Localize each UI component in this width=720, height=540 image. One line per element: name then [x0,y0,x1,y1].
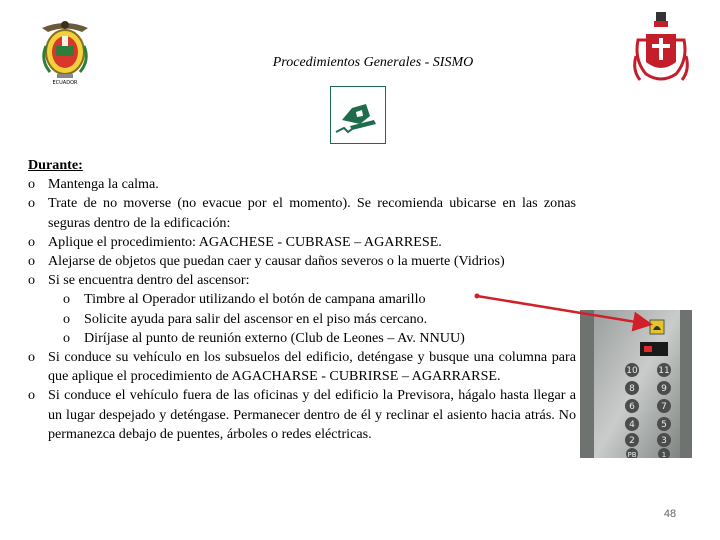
sub-list-item: o Diríjase al punto de reunión externo (Club de Leones – Av. NNUU) [28,329,576,348]
svg-text:3: 3 [661,436,667,446]
svg-text:7: 7 [661,402,667,412]
list-item: o Si conduce su vehículo en los subsuelos del edificio, deténgase y busque una columna para que aplique el procedimiento de AGACHARSE - CUBRIRSE – AGARRARSE. [28,348,576,386]
list-item: o Alejarse de objetos que puedan caer y causar daños severos o la muerte (Vidrios) [28,252,576,271]
svg-text:9: 9 [661,384,667,394]
svg-text:5: 5 [661,420,667,430]
list-item: o Mantenga la calma. [28,175,576,194]
coat-of-arms-logo-left [36,16,94,86]
svg-text:1: 1 [661,451,667,458]
page-number: 48 [663,508,677,520]
coat-of-arms-logo-right [630,10,692,88]
svg-text:2: 2 [629,436,635,446]
svg-text:6: 6 [629,402,635,412]
elevator-panel-photo [580,310,692,458]
procedure-list [28,156,576,444]
list-item: o Aplique el procedimiento: AGACHESE - CUBRASE – AGARRESE. [28,233,576,252]
earthquake-icon [330,86,386,144]
svg-text:ECUADOR: ECUADOR [52,80,78,86]
list-item: o Trate de no moverse (no evacue por el momento). Se recomienda ubicarse en las zonas seguras dentro de la edificación: [28,194,576,232]
svg-text:10: 10 [626,366,638,376]
section-heading: Durante: [28,157,83,173]
sub-list-item: o Solicite ayuda para salir del ascensor en el piso más cercano. [28,310,576,329]
svg-text:11: 11 [658,366,670,376]
list-item: o Si conduce el vehículo fuera de las oficinas y del edificio la Previsora, hágalo hasta llegar a un lugar despejado y deténgase. Permanecer dentro de él y reclinar el asiento hacia atrás. No permanezca debajo de puentes, árboles o redes eléctricas. [28,386,576,444]
page-title: Procedimientos Generales - SISMO [272,55,474,70]
sub-list-item: o Timbre al Operador utilizando el botón de campana amarillo [28,290,576,309]
list-item: o Si se encuentra dentro del ascensor: [28,271,576,290]
svg-text:4: 4 [629,420,635,430]
svg-text:8: 8 [629,384,635,394]
svg-text:PB: PB [627,451,637,458]
